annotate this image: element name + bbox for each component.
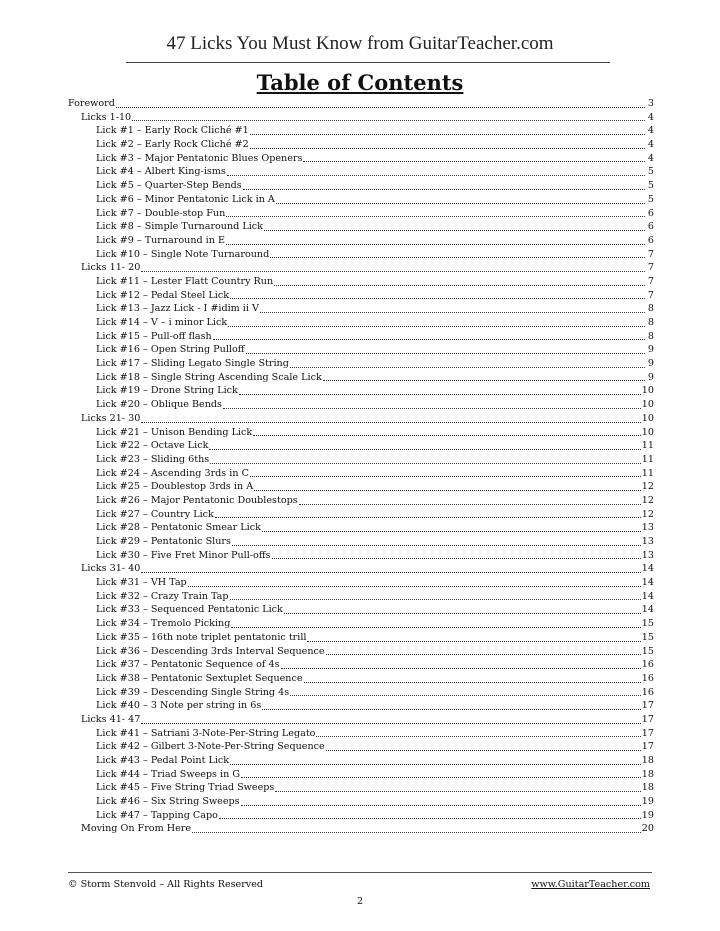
- toc-entry-label: Lick #18 – Single String Ascending Scale Lick: [96, 371, 322, 383]
- toc-entry-page-number: 9: [647, 344, 654, 356]
- toc-entry-lick[interactable]: [68, 179, 654, 193]
- toc-entry-lick[interactable]: [68, 809, 654, 823]
- toc-entry-label: Lick #13 – Jazz Lick - I #idim ii V: [96, 303, 259, 315]
- toc-dot-leader: [270, 248, 645, 258]
- toc-dot-leader: [228, 317, 645, 327]
- toc-entry-lick[interactable]: [68, 330, 654, 344]
- toc-entry-lick[interactable]: [68, 740, 654, 754]
- toc-entry-label: Lick #12 – Pedal Steel Lick: [96, 289, 230, 301]
- toc-entry-lick[interactable]: [68, 398, 654, 412]
- toc-dot-leader: [241, 796, 641, 806]
- toc-entry-lick[interactable]: [68, 494, 654, 508]
- toc-dot-leader: [253, 426, 641, 436]
- toc-entry-label: Licks 11- 20: [81, 262, 141, 274]
- toc-entry-lick[interactable]: [68, 439, 654, 453]
- toc-entry-label: Lick #10 – Single Note Turnaround: [96, 248, 270, 260]
- footer-copyright: © Storm Stenvold – All Rights Reserved: [68, 879, 264, 890]
- toc-entry-page-number: 5: [647, 193, 654, 205]
- toc-entry-label: Lick #17 – Sliding Legato Single String: [96, 358, 289, 370]
- toc-entry-page-number: 17: [641, 700, 654, 712]
- toc-dot-leader: [132, 111, 645, 121]
- toc-entry-page-number: 8: [647, 330, 654, 342]
- toc-dot-leader: [213, 330, 645, 340]
- toc-entry-page-number: 19: [641, 796, 654, 808]
- toc-entry-page-number: 14: [641, 577, 654, 589]
- running-header: 47 Licks You Must Know from GuitarTeacher.com: [166, 33, 554, 54]
- toc-entry-lick[interactable]: [68, 521, 654, 535]
- toc-entry-lick[interactable]: [68, 138, 654, 152]
- toc-dot-leader: [239, 385, 641, 395]
- toc-entry-lick[interactable]: [68, 686, 654, 700]
- toc-entry-lick[interactable]: [68, 248, 654, 262]
- toc-entry-page-number: 4: [647, 139, 654, 151]
- toc-entry-lick[interactable]: [68, 590, 654, 604]
- toc-entry-page-number: 8: [647, 303, 654, 315]
- toc-dot-leader: [210, 454, 641, 464]
- toc-entry-lick[interactable]: [68, 727, 654, 741]
- toc-entry-label: Lick #5 – Quarter-Step Bends: [96, 180, 242, 192]
- toc-entry-page-number: 19: [641, 809, 654, 821]
- toc-entry-lick[interactable]: [68, 124, 654, 138]
- toc-entry-lick[interactable]: [68, 508, 654, 522]
- toc-entry-page-number: 14: [641, 563, 654, 575]
- toc-dot-leader: [215, 508, 641, 518]
- toc-entry-page-number: 17: [641, 713, 654, 725]
- toc-entry-label: Lick #26 – Major Pentatonic Doublestops: [96, 494, 298, 506]
- toc-entry-label: Lick #1 – Early Rock Cliché #1: [96, 125, 249, 137]
- toc-entry-page-number: 7: [647, 275, 654, 287]
- toc-entry-group[interactable]: [68, 713, 654, 727]
- toc-entry-label: Lick #38 – Pentatonic Sextuplet Sequence: [96, 672, 303, 684]
- toc-entry-lick[interactable]: [68, 467, 654, 481]
- toc-entry-label: Lick #6 – Minor Pentatonic Lick in A: [96, 193, 275, 205]
- toc-entry-lick[interactable]: [68, 152, 654, 166]
- toc-entry-page-number: 11: [641, 453, 654, 465]
- toc-entry-page-number: 6: [647, 234, 654, 246]
- toc-entry-page-number: 16: [641, 672, 654, 684]
- toc-entry-lick[interactable]: [68, 768, 654, 782]
- toc-entry-page-number: 4: [647, 152, 654, 164]
- toc-entry-group[interactable]: [68, 261, 654, 275]
- toc-entry-lick[interactable]: [68, 672, 654, 686]
- toc-entry-page-number: 11: [641, 467, 654, 479]
- toc-dot-leader: [323, 371, 645, 381]
- toc-entry-lick[interactable]: [68, 603, 654, 617]
- toc-entry-group[interactable]: [68, 412, 654, 426]
- toc-entry-label: Lick #39 – Descending Single String 4s: [96, 686, 290, 698]
- footer-divider: [68, 872, 652, 873]
- toc-entry-page-number: 18: [641, 755, 654, 766]
- toc-dot-leader: [226, 235, 645, 245]
- toc-entry-lick[interactable]: [68, 316, 654, 330]
- toc-entry-page-number: 12: [641, 494, 654, 506]
- toc-entry-label: Lick #24 – Ascending 3rds in C: [96, 467, 249, 479]
- toc-dot-leader: [232, 536, 641, 546]
- toc-entry-label: Lick #14 – V – i minor Lick: [96, 317, 228, 328]
- toc-entry-page-number: 16: [641, 686, 654, 698]
- toc-entry-lick[interactable]: [68, 426, 654, 440]
- toc-entry-page-number: 6: [647, 207, 654, 219]
- toc-entry-page-number: 17: [641, 741, 654, 753]
- page-number: 2: [356, 896, 364, 907]
- toc-entry-label: Lick #4 – Albert King-isms: [96, 166, 226, 178]
- toc-entry-label: Lick #25 – Doublestop 3rds in A: [96, 481, 254, 493]
- toc-entry-label: Lick #20 – Oblique Bends: [96, 399, 222, 411]
- toc-dot-leader: [243, 180, 645, 190]
- toc-entry-lick[interactable]: [68, 357, 654, 371]
- toc-entry-page-number: 9: [647, 358, 654, 370]
- toc-entry-label: Lick #47 – Tapping Capo: [96, 809, 218, 821]
- toc-dot-leader: [299, 495, 641, 505]
- toc-entry-page-number: 7: [647, 289, 654, 301]
- toc-entry-label: Lick #19 – Drone String Lick: [96, 385, 238, 397]
- toc-dot-leader: [326, 645, 641, 655]
- toc-entry-lick[interactable]: [68, 234, 654, 248]
- toc-entry-page-number: 10: [641, 412, 654, 424]
- toc-entry-page-number: 20: [641, 823, 654, 835]
- toc-dot-leader: [275, 782, 640, 792]
- toc-entry-label: Lick #40 – 3 Note per string in 6s: [96, 700, 262, 712]
- toc-entry-page-number: 15: [641, 645, 654, 657]
- toc-dot-leader: [250, 139, 645, 149]
- toc-entry-label: Lick #31 – VH Tap: [96, 577, 187, 589]
- footer-website-link[interactable]: www.GuitarTeacher.com: [531, 879, 650, 890]
- toc-entry-page-number: 15: [641, 631, 654, 643]
- toc-entry-page-number: 3: [647, 98, 654, 109]
- toc-entry-lick[interactable]: [68, 645, 654, 659]
- toc-entry-page-number: 12: [641, 481, 654, 493]
- toc-dot-leader: [290, 358, 645, 368]
- toc-entry-group[interactable]: [68, 562, 654, 576]
- toc-dot-leader: [284, 604, 641, 614]
- toc-entry-page-number: 7: [647, 262, 654, 274]
- table-of-contents: [68, 97, 654, 836]
- toc-entry-lick[interactable]: [68, 658, 654, 672]
- toc-entry-lick[interactable]: [68, 193, 654, 207]
- toc-dot-leader: [141, 262, 645, 272]
- toc-entry-label: Licks 31- 40: [81, 563, 141, 575]
- toc-entry-label: Lick #43 – Pedal Point Lick: [96, 755, 230, 766]
- toc-entry-label: Lick #34 – Tremolo Picking: [96, 618, 231, 630]
- toc-entry-lick[interactable]: [68, 289, 654, 303]
- toc-dot-leader: [304, 673, 641, 683]
- toc-dot-leader: [290, 686, 641, 696]
- toc-entry-page-number: 9: [647, 371, 654, 383]
- toc-entry-lick[interactable]: [68, 220, 654, 234]
- toc-entry-lick[interactable]: [68, 576, 654, 590]
- toc-dot-leader: [274, 276, 645, 286]
- toc-entry-lick[interactable]: [68, 699, 654, 713]
- toc-dot-leader: [141, 563, 640, 573]
- toc-entry-label: Lick #27 – Country Lick: [96, 508, 214, 520]
- header-divider: [126, 62, 610, 63]
- toc-entry-label: Lick #42 – Gilbert 3-Note-Per-String Sequence: [96, 741, 325, 753]
- toc-dot-leader: [141, 714, 640, 724]
- toc-entry-lick[interactable]: [68, 371, 654, 385]
- toc-entry-label: Licks 41- 47: [81, 713, 141, 725]
- toc-dot-leader: [260, 303, 645, 313]
- toc-entry-page-number: 14: [641, 604, 654, 616]
- toc-entry-label: Lick #37 – Pentatonic Sequence of 4s: [96, 659, 280, 671]
- toc-entry-label: Lick #29 – Pentatonic Slurs: [96, 536, 231, 547]
- toc-dot-leader: [226, 207, 645, 217]
- toc-entry-label: Lick #9 – Turnaround in E: [96, 234, 225, 246]
- toc-entry-lick[interactable]: [68, 302, 654, 316]
- toc-entry-page-number: 13: [641, 522, 654, 534]
- toc-entry-lick[interactable]: [68, 617, 654, 631]
- toc-dot-leader: [262, 700, 640, 710]
- toc-entry-lick[interactable]: [68, 795, 654, 809]
- toc-dot-leader: [254, 481, 641, 491]
- toc-entry-page-number: 16: [641, 659, 654, 671]
- toc-entry-lick[interactable]: [68, 343, 654, 357]
- toc-entry-page-number: 10: [641, 385, 654, 397]
- toc-dot-leader: [141, 413, 640, 423]
- toc-dot-leader: [188, 577, 641, 587]
- toc-entry-lick[interactable]: [68, 453, 654, 467]
- toc-dot-leader: [241, 768, 641, 778]
- toc-entry-label: Lick #21 – Unison Bending Lick: [96, 426, 253, 438]
- toc-dot-leader: [219, 809, 641, 819]
- toc-dot-leader: [246, 344, 645, 354]
- toc-entry-lick[interactable]: [68, 535, 654, 549]
- toc-entry-lick[interactable]: [68, 275, 654, 289]
- toc-entry-lick[interactable]: [68, 781, 654, 795]
- toc-entry-page-number: 5: [647, 180, 654, 192]
- toc-entry-label: Lick #7 – Double-stop Fun: [96, 207, 226, 219]
- toc-dot-leader: [272, 549, 641, 559]
- toc-dot-leader: [116, 98, 645, 108]
- toc-entry-page-number: 13: [641, 536, 654, 547]
- toc-entry-page-number: 10: [641, 399, 654, 411]
- toc-entry-label: Foreword: [68, 98, 115, 109]
- toc-entry-label: Lick #2 – Early Rock Cliché #2: [96, 139, 249, 151]
- toc-dot-leader: [192, 823, 641, 833]
- toc-dot-leader: [303, 152, 645, 162]
- toc-entry-lick[interactable]: [68, 165, 654, 179]
- toc-entry-label: Lick #8 – Simple Turnaround Lick: [96, 221, 263, 233]
- toc-entry-lick[interactable]: [68, 549, 654, 563]
- toc-dot-leader: [326, 741, 641, 751]
- toc-entry-group[interactable]: [68, 822, 654, 836]
- toc-entry-label: Licks 21- 30: [81, 412, 141, 424]
- toc-entry-lick[interactable]: [68, 207, 654, 221]
- toc-entry-label: Lick #45 – Five String Triad Sweeps: [96, 782, 275, 794]
- toc-dot-leader: [250, 125, 645, 135]
- toc-entry-page-number: 4: [647, 125, 654, 137]
- toc-entry-label: Lick #46 – Six String Sweeps: [96, 796, 240, 808]
- toc-entry-group[interactable]: [68, 111, 654, 125]
- toc-entry-page-number: 18: [641, 768, 654, 780]
- toc-entry-label: Lick #35 – 16th note triplet pentatonic trill: [96, 631, 307, 643]
- toc-entry-label: Lick #16 – Open String Pulloff: [96, 344, 245, 356]
- toc-dot-leader: [264, 221, 645, 231]
- toc-entry-page-number: 12: [641, 508, 654, 520]
- toc-entry-label: Lick #44 – Triad Sweeps in G: [96, 768, 240, 780]
- toc-dot-leader: [230, 590, 641, 600]
- toc-dot-leader: [316, 727, 640, 737]
- toc-entry-label: Lick #22 – Octave Lick: [96, 440, 209, 452]
- toc-entry-page-number: 15: [641, 618, 654, 630]
- toc-dot-leader: [230, 755, 641, 765]
- toc-entry-label: Lick #32 – Crazy Train Tap: [96, 590, 229, 602]
- toc-entry-label: Lick #30 – Five Fret Minor Pull-offs: [96, 549, 271, 561]
- toc-dot-leader: [262, 522, 641, 532]
- toc-dot-leader: [250, 467, 641, 477]
- toc-entry-page-number: 11: [641, 440, 654, 452]
- toc-entry-page-number: 13: [641, 549, 654, 561]
- toc-entry-page-number: 18: [641, 782, 654, 794]
- toc-dot-leader: [276, 194, 645, 204]
- toc-dot-leader: [281, 659, 641, 669]
- toc-entry-label: Lick #15 – Pull-off flash: [96, 330, 212, 342]
- toc-entry-page-number: 4: [647, 111, 654, 123]
- toc-entry-label: Lick #3 – Major Pentatonic Blues Openers: [96, 152, 303, 164]
- toc-entry-section[interactable]: [68, 97, 654, 111]
- toc-entry-page-number: 8: [647, 317, 654, 328]
- toc-entry-lick[interactable]: [68, 631, 654, 645]
- toc-entry-page-number: 17: [641, 727, 654, 739]
- toc-dot-leader: [231, 618, 640, 628]
- toc-entry-label: Lick #36 – Descending 3rds Interval Sequence: [96, 645, 325, 657]
- toc-entry-page-number: 7: [647, 248, 654, 260]
- toc-entry-label: Licks 1-10: [81, 111, 132, 123]
- toc-dot-leader: [230, 289, 645, 299]
- toc-entry-lick[interactable]: [68, 754, 654, 768]
- toc-entry-label: Lick #28 – Pentatonic Smear Lick: [96, 522, 261, 534]
- toc-title: Table of Contents: [256, 70, 464, 95]
- toc-entry-page-number: 5: [647, 166, 654, 178]
- toc-entry-lick[interactable]: [68, 384, 654, 398]
- toc-dot-leader: [223, 399, 641, 409]
- toc-entry-page-number: 6: [647, 221, 654, 233]
- toc-dot-leader: [209, 440, 640, 450]
- toc-entry-label: Lick #23 – Sliding 6ths: [96, 453, 210, 465]
- toc-dot-leader: [227, 166, 645, 176]
- toc-entry-label: Lick #33 – Sequenced Pentatonic Lick: [96, 604, 283, 616]
- toc-entry-label: Lick #11 – Lester Flatt Country Run: [96, 275, 274, 287]
- toc-entry-page-number: 14: [641, 590, 654, 602]
- toc-dot-leader: [307, 632, 640, 642]
- toc-entry-label: Moving On From Here: [81, 823, 192, 835]
- toc-entry-lick[interactable]: [68, 480, 654, 494]
- toc-entry-page-number: 10: [641, 426, 654, 438]
- toc-entry-label: Lick #41 – Satriani 3-Note-Per-String Legato: [96, 727, 316, 739]
